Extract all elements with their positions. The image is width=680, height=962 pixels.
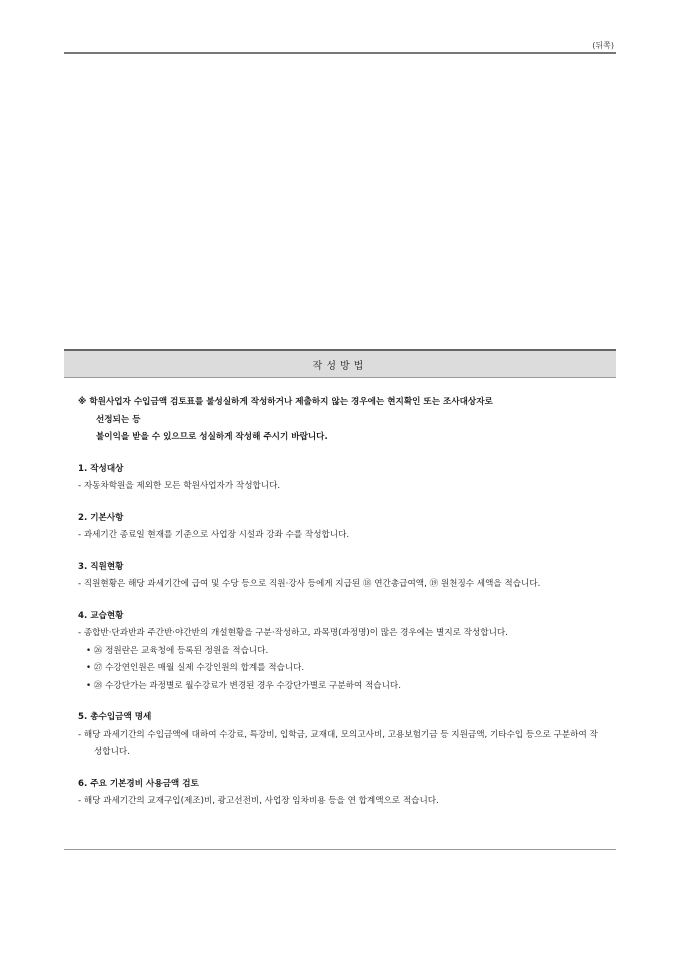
notice	[78, 394, 602, 447]
section-title: 1. 작성대상	[78, 463, 124, 474]
notice-line-2: 선정되는 등	[96, 414, 141, 425]
section-text: - 자동차학원을 제외한 모든 학원사업자가 작성합니다.	[78, 481, 281, 491]
section-title: 3. 직원현황	[78, 561, 124, 572]
section-title: 2. 기본사항	[78, 512, 124, 523]
section-3	[78, 559, 602, 594]
section-6	[78, 776, 602, 811]
instructions-box	[64, 349, 616, 811]
section-text: - 종합반·단과반과 주간반·야간반의 개설현황을 구분·작성하고, 과목명(과정명)이 많은 경우에는 별지로 작성합니다.	[78, 628, 508, 638]
section-text: - 해당 과세기간의 수입금액에 대하여 수강료, 특강비, 입학금, 교재대, 모의고사비, 고용보험기금 등 지원금액, 기타수입 등으로 구분하여 작성합니다.	[78, 729, 598, 757]
instructions-body	[64, 378, 616, 811]
section-title: 5. 총수입금액 명세	[78, 712, 152, 722]
section-text: - 직원현황은 해당 과세기간에 급여 및 수당 등으로 직원·강사 등에게 지급된 ⑱ 연간총급여액, ⑲ 원천징수 세액을 적습니다.	[78, 579, 541, 589]
notice-line-1: ※ 학원사업자 수입금액 검토표를 불성실하게 작성하거나 제출하지 않는 경우에는 현지확인 또는 조사대상자로	[78, 397, 493, 407]
section-title: 4. 교습현황	[78, 610, 124, 621]
section-text: - 과세기간 종료일 현재를 기준으로 사업장 시설과 강좌 수를 작성합니다.	[78, 530, 350, 540]
section-1	[78, 461, 602, 496]
section-text: - 해당 과세기간의 교재구입(제조)비, 광고선전비, 사업장 임차비용 등을 연 합계액으로 적습니다.	[78, 796, 439, 806]
section-4	[78, 608, 602, 696]
notice-line-3: 불이익을 받을 수 있으므로 성실하게 작성해 주시기 바랍니다.	[96, 432, 328, 442]
bullet-item: • ㉖ 정원란은 교육청에 등록된 정원을 적습니다.	[86, 645, 269, 656]
instructions-header: 작성방법	[64, 349, 616, 378]
bullet-item: • ㉘ 수강단가는 과정별로 월수강료가 변경된 경우 수강단가별로 구분하여 적습니다.	[86, 680, 401, 691]
top-divider	[64, 52, 616, 54]
section-2	[78, 510, 602, 545]
section-title: 6. 주요 기본경비 사용금액 검토	[78, 778, 199, 789]
page-label: (뒤쪽)	[592, 41, 614, 50]
bullet-item: • ㉗ 수강연인원은 매월 실제 수강인원의 합계를 적습니다.	[86, 663, 305, 673]
section-5	[78, 709, 602, 762]
bottom-divider	[64, 849, 616, 850]
